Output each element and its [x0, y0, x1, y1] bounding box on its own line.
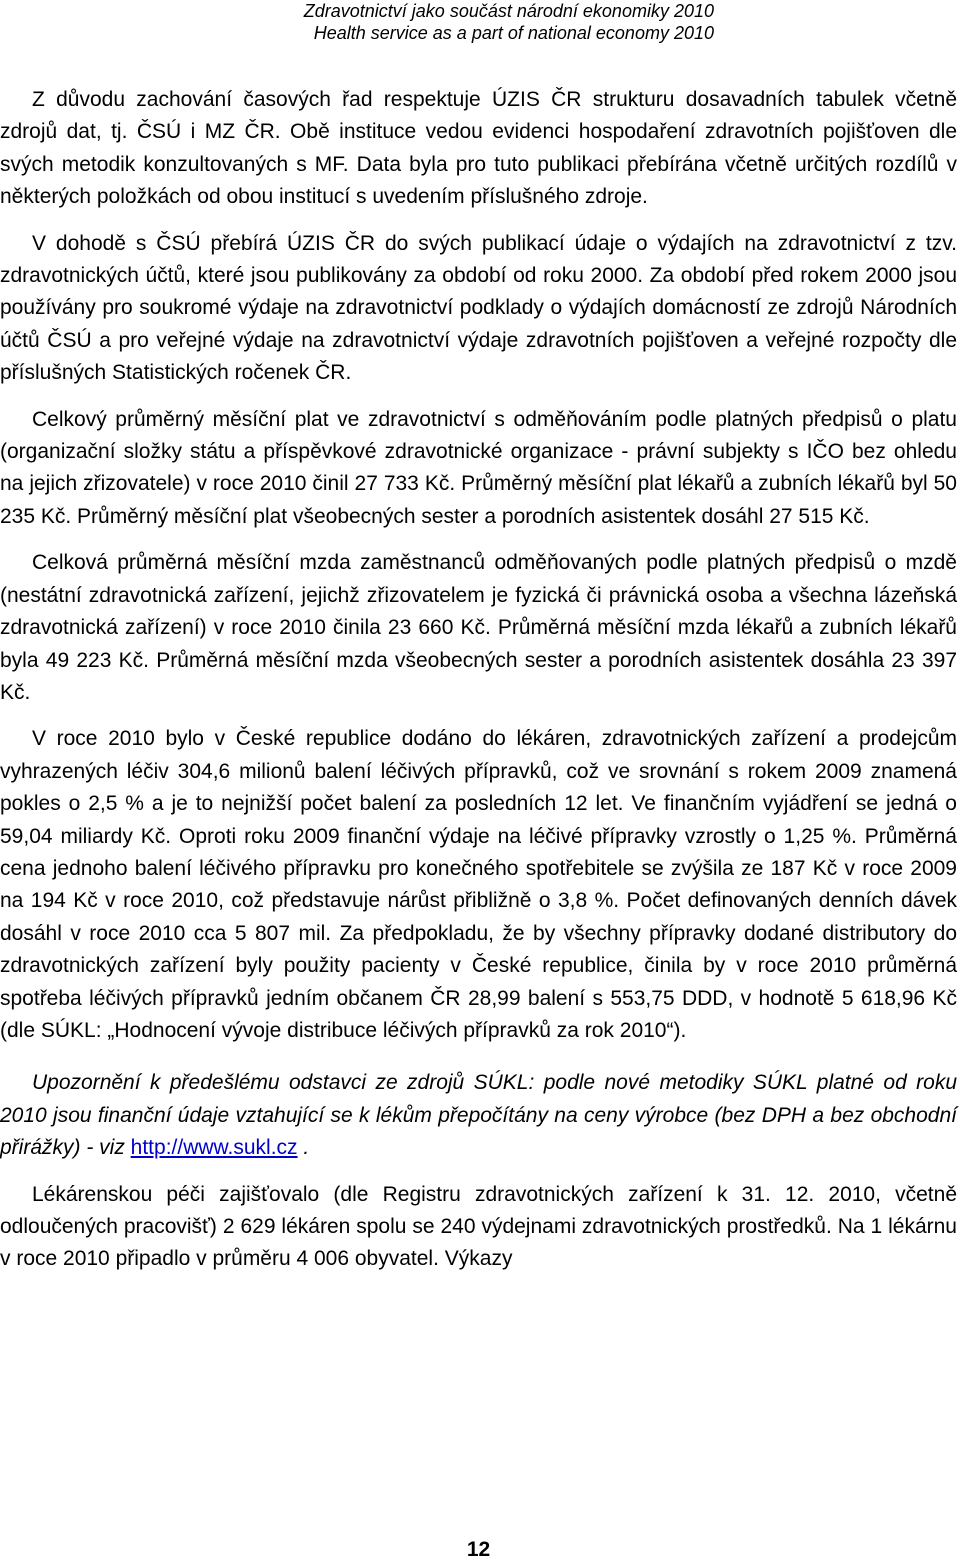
header-title-cs: Zdravotnictví jako součást národní ekonomiky 2010: [303, 1, 714, 21]
paragraph-salaries: Celkový průměrný měsíční plat ve zdravotnictví s odměňováním podle platných předpisů o platu (organizační složky státu a příspěvkové zdravotnické organizace - právní subjekty s IČO bez ohledu na jejich zřizovatele) v roce 2010 činil 27 733 Kč. Průměrný měsíční plat lékařů a zubních lékařů byl 50 235 Kč. Průměrný měsíční plat všeobecných sester a porodních asistentek dosáhl 27 515 Kč.: [0, 407, 957, 528]
paragraph-health-accounts: V dohodě s ČSÚ přebírá ÚZIS ČR do svých publikací údaje o výdajích na zdravotnictví z tzv. zdravotnických účtů, které jsou publikovány za období od roku 2000. Za období před rokem 2000 jsou používány pro soukromé výdaje na zdravotnictví podklady o výdajích domácností ze zdrojů Národních účtů ČSÚ a pro veřejné výdaje na zdravotnictví výdaje zdravotních pojišťoven a veřejné rozpočty dle příslušných Statistických ročenek ČR.: [0, 231, 957, 385]
note-end: .: [297, 1136, 310, 1160]
page-number: 12: [466, 1538, 491, 1561]
note-text: Upozornění k předešlému odstavci ze zdrojů SÚKL: podle nové metodiky SÚKL platné od roku 2010 jsou finanční údaje vztahující se k lékům přepočítány na ceny výrobce (bez DPH a bez obchodní přirážky) - viz: [0, 1071, 957, 1160]
paragraph-pharmacies: Lékárenskou péči zajišťovalo (dle Registru zdravotnických zařízení k 31. 12. 2010, včetně odloučených pracovišť) 2 629 lékáren spolu se 240 výdejnami zdravotnických prostředků. Na 1 lékárnu v roce 2010 připadlo v průměru 4 006 obyvatel. Výkazy: [0, 1182, 957, 1271]
paragraph-data-sources: Z důvodu zachování časových řad respektuje ÚZIS ČR strukturu dosavadních tabulek včetně zdrojů dat, tj. ČSÚ i MZ ČR. Obě instituce vedou evidenci hospodaření zdravotních pojišťoven dle svých metodik konzultovaných s MF. Data byla pro tuto publikaci přebírána včetně určitých rozdílů v některých položkách od obou institucí s uvedením příslušného zdroje.: [0, 88, 957, 209]
paragraph-pharmaceuticals: V roce 2010 bylo v České republice dodáno do lékáren, zdravotnických zařízení a prodejcům vyhrazených léčiv 304,6 milionů balení léčivých přípravků, což ve srovnání s rokem 2009 znamená pokles o 2,5 % a je to nejnižší počet balení za posledních 12 let. Ve finančním vyjádření se jedná o 59,04 miliardy Kč. Oproti roku 2009 finanční výdaje na léčivé přípravky vzrostly o 1,25 %. Průměrná cena jednoho balení léčivého přípravku pro konečného spotřebitele se zvýšila ze 187 Kč v roce 2009 na 194 Kč v roce 2010, což představuje nárůst přibližně o 3,8 %. Počet definovaných denních dávek dosáhl v roce 2010 cca 5 807 mil. Za předpokladu, že by všechny přípravky dodané distributory do zdravotnických zařízení byly použity pacienty v České republice, činila by v roce 2010 průměrná spotřeba léčivých přípravků jedním občanem ČR 28,99 balení s 553,75 DDD, v hodnotě 5 618,96 Kč (dle SÚKL: „Hodnocení vývoje distribuce léčivých přípravků za rok 2010“).: [0, 727, 957, 1042]
header-title-en: Health service as a part of national economy 2010: [313, 23, 714, 43]
paragraph-wages: Celková průměrná měsíční mzda zaměstnanců odměňovaných podle platných předpisů o mzdě (nestátní zdravotnická zařízení, jejichž zřizovatelem je fyzická či právnická osoba a všechna lázeňská zdravotnická zařízení) v roce 2010 činila 23 660 Kč. Průměrná měsíční mzda lékařů a zubních lékařů byla 49 223 Kč. Průměrná měsíční mzda všeobecných sester a porodních asistentek dosáhla 23 397 Kč.: [0, 551, 957, 704]
paragraph-sukl-note: [0, 1067, 957, 1164]
running-header: [304, 0, 714, 44]
sukl-link[interactable]: http://www.sukl.cz: [130, 1136, 298, 1160]
main-text: [0, 84, 957, 1290]
